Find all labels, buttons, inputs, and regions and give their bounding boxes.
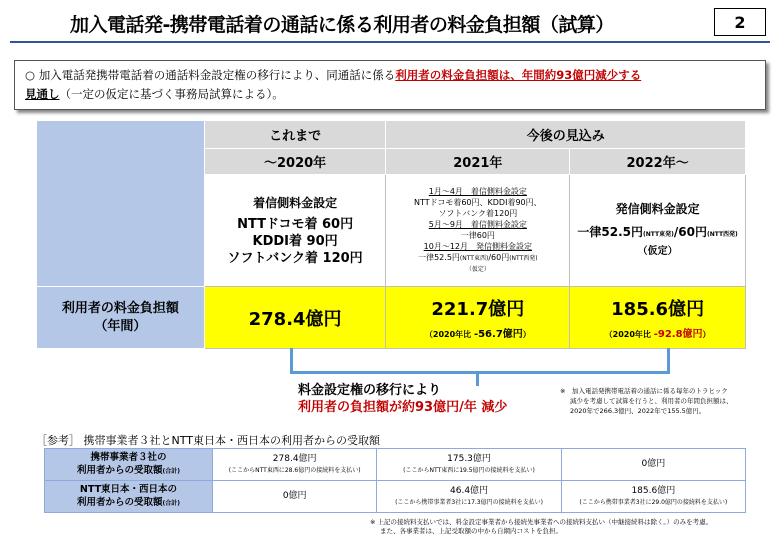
- reference-ntt-2021: [377, 481, 561, 513]
- burden-2021-amount: 221.7億円: [431, 299, 525, 320]
- traffic-note-line1: ※ 加入電話発携帯電話着の通話に係る毎年のトラヒック: [560, 387, 728, 395]
- burden-2022-diff-value: -92.8億円: [653, 329, 703, 340]
- pricing-2022-east-label: (NTT東発): [643, 231, 674, 238]
- reference-label-ntt-l1: NTT東日本・西日本の: [79, 484, 178, 495]
- reference-mobile-2020: [213, 449, 377, 481]
- reference-mobile-2020-note: (ここからNTT東西に28.6億円の接続料を支払い): [228, 466, 361, 474]
- burden-2021-diff-prefix: （2020年比: [424, 330, 472, 339]
- page-title: 加入電話発-携帯電話着の通話に係る利用者の料金負担額（試算）: [70, 14, 614, 36]
- burden-2022-amount: 185.6億円: [611, 299, 705, 320]
- pricing-2021-line6: 10月～12月 発信側料金設定: [423, 242, 533, 251]
- period-2020: ～2020年: [204, 149, 386, 175]
- interconnection-note: [370, 518, 712, 536]
- past-pricing-cell: [204, 175, 386, 287]
- burden-past-cell: [204, 287, 386, 349]
- pricing-2021-line7: [386, 252, 569, 264]
- burden-2022-diff: [570, 325, 745, 340]
- traffic-note-line3: 2020年で266.3億円、2022年で155.5億円。: [570, 407, 706, 415]
- pricing-2021-assumption: （仮定）: [465, 266, 490, 273]
- reduction-bracket: [290, 348, 670, 374]
- reference-ntt-2021-amount: 46.4億円: [450, 485, 489, 496]
- pricing-2021-line3: ソフトバンク着120円: [438, 209, 518, 218]
- reference-ntt-2020-amount: 0億円: [282, 491, 307, 501]
- reference-label-mobile: [45, 449, 213, 481]
- reference-label-mobile-total: (合計): [162, 468, 180, 475]
- reference-mobile-2022: [561, 449, 745, 481]
- reference-label-mobile-l2-text: 利用者からの受取額: [76, 465, 163, 476]
- burden-past-amount: 278.4億円: [248, 308, 342, 330]
- pricing-2021-line5: 一律60円: [460, 231, 495, 240]
- corner-cell: [37, 121, 205, 287]
- title-rule: [10, 41, 770, 43]
- pricing-2021-rate-west: /60円: [488, 253, 510, 262]
- reference-ntt-2022: [561, 481, 745, 513]
- reference-label-ntt-total: (合計): [162, 500, 180, 507]
- traffic-note-line2: 減少を考慮して試算を行うと、利用者の年間負担額は、: [570, 397, 733, 405]
- interconnection-note-line1: ※ 上記の接続料支払いでは、料金設定事業者から接続先事業者への接続料支払い（中継接続料は除く。）のみを考慮。: [370, 518, 713, 526]
- period-2021: 2021年: [386, 149, 570, 175]
- past-kddi: KDDI着 90円: [252, 233, 338, 249]
- summary-box: [14, 60, 766, 110]
- summary-bullet: ○: [25, 68, 36, 82]
- pricing-2022-rate: [570, 224, 745, 243]
- interconnection-note-line2: また、各事業者は、上記受取額の中から自網内コストを負担。: [380, 527, 562, 535]
- main-table: [36, 120, 746, 349]
- reference-mobile-2022-amount: 0億円: [641, 459, 666, 469]
- pricing-2021-line4: 5月～9月 着信側料金設定: [428, 220, 527, 229]
- pricing-2021-east-label: (NTT東西): [459, 255, 489, 262]
- pricing-2021-line2: NTTドコモ着60円、KDDI着90円、: [414, 198, 542, 207]
- reference-mobile-2021-note: (ここからNTT東西に19.5億円の接続料を支払い): [403, 466, 535, 474]
- pricing-2021-line1: 1月～4月 着信側料金設定: [428, 187, 527, 196]
- reference-mobile-2021: [377, 449, 561, 481]
- burden-2022-diff-prefix: （2020年比: [604, 330, 651, 339]
- burden-2022-diff-suffix: ）: [702, 330, 711, 339]
- reference-ntt-2022-note: (ここから携帯事業者3社に29.0億円の接続料を支払い): [579, 498, 728, 506]
- summary-text-2: （一定の仮定に基づく事務局試算による）。: [59, 87, 284, 101]
- pricing-2021-west-label: (NTT西発): [509, 255, 538, 262]
- reference-ntt-2021-note: (ここから携帯事業者3社に17.3億円の接続料を支払い): [395, 498, 543, 506]
- reference-row-mobile: [45, 449, 746, 481]
- pricing-2022-cell: [570, 175, 746, 287]
- pricing-2021-cell: [386, 175, 570, 287]
- burden-2022-cell: [570, 287, 746, 349]
- burden-row-label: [37, 287, 205, 349]
- past-docomo: NTTドコモ着 60円: [237, 216, 354, 232]
- reference-label-mobile-l1: 携帯事業者３社の: [90, 452, 167, 463]
- reference-mobile-2021-amount: 175.3億円: [447, 453, 491, 464]
- reference-title: ［参考］ 携帯事業者３社とNTT東日本・西日本の利用者からの受取額: [36, 434, 380, 447]
- page-number: 2: [714, 8, 766, 36]
- traffic-note: [560, 386, 770, 416]
- summary-highlight: 利用者の料金負担額は、年間約93億円減少する: [395, 68, 642, 82]
- pricing-2022-west-label: (NTT西発): [706, 231, 738, 238]
- reference-table: [44, 448, 746, 513]
- reference-row-ntt: [45, 481, 746, 513]
- period-2022: 2022年～: [570, 149, 746, 175]
- reference-label-ntt: [45, 481, 213, 513]
- pricing-2022-heading: 発信側料金設定: [615, 202, 700, 216]
- past-softbank: ソフトバンク着 120円: [227, 250, 363, 266]
- pricing-2021-rate-east: 一律52.5円: [418, 253, 460, 262]
- col-future-header: 今後の見込み: [386, 121, 746, 149]
- burden-2021-diff-value: -56.7億円: [473, 329, 523, 340]
- reference-label-ntt-l2: [45, 496, 212, 510]
- summary-highlight-end: 見通し: [25, 87, 60, 101]
- reference-label-mobile-l2: [45, 464, 212, 478]
- shift-line1: 料金設定権の移行により: [298, 383, 442, 398]
- shift-line2: 利用者の負担額が約93億円/年 減少: [298, 400, 508, 415]
- burden-label-line1: 利用者の料金負担額: [61, 300, 179, 316]
- past-pricing-heading: 着信側料金設定: [253, 195, 338, 210]
- pricing-2022-assumption: （仮定）: [637, 246, 678, 257]
- pricing-2022-rate-east: 一律52.5円: [577, 225, 644, 239]
- col-past-header: これまで: [204, 121, 386, 149]
- reference-label-ntt-l2-text: 利用者からの受取額: [76, 497, 163, 508]
- burden-2021-diff: [386, 325, 569, 340]
- burden-2021-cell: [386, 287, 570, 349]
- reference-ntt-2022-amount: 185.6億円: [631, 485, 676, 496]
- reference-mobile-2020-amount: 278.4億円: [272, 453, 317, 464]
- shift-callout: [298, 382, 507, 416]
- pricing-2022-rate-west: /60円: [673, 225, 707, 239]
- reference-ntt-2020: [213, 481, 377, 513]
- summary-text-1: 加入電話発携帯電話着の通話料金設定権の移行により、同通話に係る: [38, 68, 396, 82]
- burden-label-line2: （年間）: [94, 318, 147, 334]
- burden-2021-diff-suffix: ）: [522, 330, 531, 339]
